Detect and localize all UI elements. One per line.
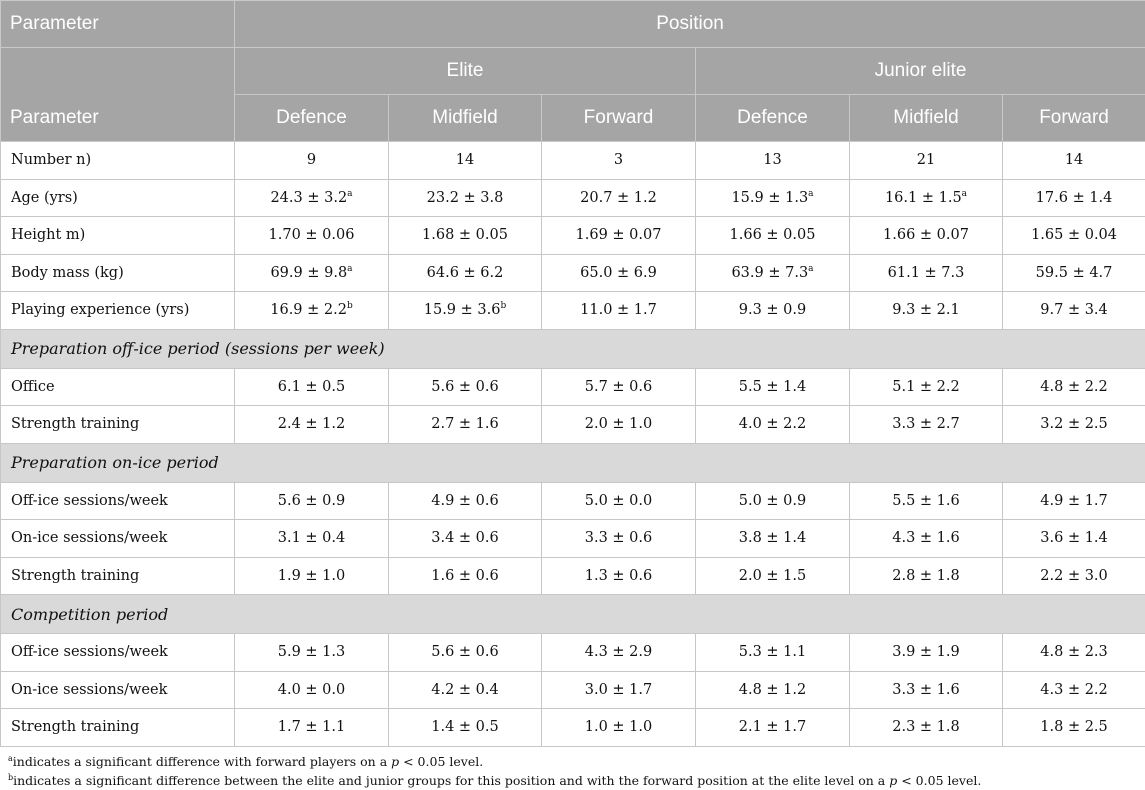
cell-value: 5.5 ± 1.4 bbox=[738, 378, 807, 395]
cell-value: 3.8 ± 1.4 bbox=[738, 530, 807, 547]
parameter-header-2: Parameter bbox=[1, 48, 235, 142]
table-cell bbox=[1003, 482, 1145, 520]
cell-value: 4.0 ± 0.0 bbox=[277, 681, 346, 698]
footnote-text-end: < 0.05 level. bbox=[897, 773, 982, 788]
cell-value: 4.2 ± 0.4 bbox=[431, 681, 499, 698]
cell-value: 1.4 ± 0.5 bbox=[431, 719, 499, 736]
table-row bbox=[1, 634, 1145, 672]
cell-value: 16.9 ± 2.2 bbox=[270, 302, 347, 319]
table-cell bbox=[542, 520, 696, 558]
section-label: Competition period bbox=[1, 595, 1145, 634]
table-cell bbox=[235, 254, 389, 292]
column-header-elite-defence: Defence bbox=[235, 95, 389, 142]
row-label: Age (yrs) bbox=[1, 179, 235, 217]
table-row bbox=[1, 482, 1145, 520]
footnote-mark: b bbox=[8, 772, 14, 782]
cell-value: 61.1 ± 7.3 bbox=[887, 264, 965, 281]
cell-value: 1.68 ± 0.05 bbox=[422, 227, 508, 244]
table-cell bbox=[850, 217, 1003, 255]
footnote-text-end: < 0.05 level. bbox=[399, 754, 484, 769]
table-cell bbox=[542, 292, 696, 330]
cell-value: 3.0 ± 1.7 bbox=[584, 681, 653, 698]
table-cell bbox=[235, 671, 389, 709]
position-header: Position bbox=[235, 1, 1145, 48]
table-cell bbox=[389, 557, 542, 595]
table-cell bbox=[235, 520, 389, 558]
table-cell bbox=[542, 482, 696, 520]
cell-value: 14 bbox=[1064, 152, 1084, 169]
row-label: Playing experience (yrs) bbox=[1, 292, 235, 330]
section-row bbox=[1, 595, 1145, 634]
table-cell bbox=[235, 709, 389, 747]
cell-value: 1.6 ± 0.6 bbox=[431, 567, 499, 584]
table-cell bbox=[389, 292, 542, 330]
cell-value: 4.3 ± 2.9 bbox=[584, 644, 653, 661]
table-cell bbox=[696, 179, 850, 217]
cell-value: 4.9 ± 1.7 bbox=[1040, 492, 1108, 509]
parameter-header: Parameter bbox=[1, 1, 235, 48]
table-cell bbox=[1003, 179, 1145, 217]
table-cell bbox=[542, 671, 696, 709]
table-cell bbox=[1003, 709, 1145, 747]
header-row-1 bbox=[1, 1, 1145, 48]
table-cell bbox=[850, 671, 1003, 709]
cell-value: 1.0 ± 1.0 bbox=[584, 719, 653, 736]
cell-value: 6.1 ± 0.5 bbox=[277, 378, 346, 395]
row-label: Off-ice sessions/week bbox=[1, 634, 235, 672]
column-header-junior-midfield: Midfield bbox=[850, 95, 1003, 142]
row-label: On-ice sessions/week bbox=[1, 520, 235, 558]
cell-value: 1.70 ± 0.06 bbox=[268, 227, 355, 244]
table-cell bbox=[1003, 254, 1145, 292]
table-cell bbox=[850, 709, 1003, 747]
footnotes bbox=[8, 752, 981, 790]
significance-mark: b bbox=[346, 301, 353, 312]
table-cell bbox=[235, 292, 389, 330]
cell-value: 16.1 ± 1.5 bbox=[884, 189, 962, 206]
table-cell bbox=[389, 368, 542, 406]
cell-value: 63.9 ± 7.3 bbox=[731, 264, 809, 281]
cell-value: 5.0 ± 0.0 bbox=[584, 492, 653, 509]
cell-value: 1.3 ± 0.6 bbox=[584, 567, 653, 584]
significance-mark: a bbox=[961, 188, 968, 199]
elite-group-header: Elite bbox=[235, 48, 696, 95]
table-header bbox=[1, 1, 1145, 142]
cell-value: 4.3 ± 1.6 bbox=[892, 530, 960, 547]
table-cell bbox=[850, 292, 1003, 330]
table-cell bbox=[235, 179, 389, 217]
table-cell bbox=[235, 634, 389, 672]
table-cell bbox=[696, 634, 850, 672]
significance-mark: a bbox=[347, 188, 353, 199]
table-cell bbox=[850, 406, 1003, 444]
table-cell bbox=[389, 406, 542, 444]
table-row bbox=[1, 217, 1145, 255]
cell-value: 21 bbox=[916, 152, 936, 169]
row-label: Strength training bbox=[1, 709, 235, 747]
cell-value: 13 bbox=[763, 152, 782, 169]
cell-value: 1.9 ± 1.0 bbox=[277, 567, 346, 584]
cell-value: 15.9 ± 1.3 bbox=[731, 189, 809, 206]
cell-value: 2.0 ± 1.5 bbox=[738, 567, 807, 584]
table-cell bbox=[389, 709, 542, 747]
significance-mark: a bbox=[347, 263, 353, 274]
table-cell bbox=[696, 292, 850, 330]
table-cell bbox=[389, 634, 542, 672]
table-cell bbox=[850, 557, 1003, 595]
footnote-p: p bbox=[391, 754, 400, 769]
cell-value: 20.7 ± 1.2 bbox=[580, 189, 657, 206]
footnote-mark: a bbox=[8, 753, 13, 763]
cell-value: 1.69 ± 0.07 bbox=[575, 227, 662, 244]
table-cell bbox=[1003, 142, 1145, 180]
table-row bbox=[1, 179, 1145, 217]
cell-value: 5.6 ± 0.9 bbox=[277, 492, 346, 509]
table-cell bbox=[1003, 671, 1145, 709]
table-cell bbox=[850, 520, 1003, 558]
cell-value: 3.3 ± 0.6 bbox=[584, 530, 653, 547]
cell-value: 3.4 ± 0.6 bbox=[431, 530, 499, 547]
footnote-text: indicates a significant difference between the elite and junior groups for this position and with the forward position at the elite level on a bbox=[13, 773, 890, 788]
row-label: Height m) bbox=[1, 217, 235, 255]
table-body bbox=[1, 142, 1145, 747]
cell-value: 3.6 ± 1.4 bbox=[1040, 530, 1108, 547]
table-row bbox=[1, 406, 1145, 444]
table-cell bbox=[850, 254, 1003, 292]
table-cell bbox=[1003, 520, 1145, 558]
cell-value: 14 bbox=[455, 152, 475, 169]
cell-value: 9.3 ± 0.9 bbox=[738, 302, 807, 319]
table-cell bbox=[235, 142, 389, 180]
table-cell bbox=[542, 406, 696, 444]
table-cell bbox=[696, 482, 850, 520]
table-cell bbox=[696, 709, 850, 747]
cell-value: 17.6 ± 1.4 bbox=[1035, 189, 1113, 206]
cell-value: 3.3 ± 2.7 bbox=[892, 416, 960, 433]
section-row bbox=[1, 443, 1145, 482]
significance-mark: b bbox=[500, 301, 507, 312]
cell-value: 4.9 ± 0.6 bbox=[431, 492, 499, 509]
table-row bbox=[1, 254, 1145, 292]
table-cell bbox=[696, 406, 850, 444]
cell-value: 11.0 ± 1.7 bbox=[580, 302, 657, 319]
cell-value: 5.7 ± 0.6 bbox=[584, 378, 653, 395]
junior-elite-group-header: Junior elite bbox=[696, 48, 1145, 95]
cell-value: 1.66 ± 0.07 bbox=[883, 227, 969, 244]
table-cell bbox=[696, 520, 850, 558]
table-cell bbox=[389, 482, 542, 520]
cell-value: 65.0 ± 6.9 bbox=[580, 264, 657, 281]
cell-value: 2.0 ± 1.0 bbox=[584, 416, 653, 433]
cell-value: 2.8 ± 1.8 bbox=[892, 567, 960, 584]
cell-value: 2.2 ± 3.0 bbox=[1040, 567, 1108, 584]
table-cell bbox=[235, 482, 389, 520]
cell-value: 59.5 ± 4.7 bbox=[1035, 264, 1113, 281]
section-row bbox=[1, 329, 1145, 368]
table-cell bbox=[1003, 292, 1145, 330]
table-cell bbox=[1003, 406, 1145, 444]
table-cell bbox=[542, 254, 696, 292]
table-cell bbox=[850, 179, 1003, 217]
table-cell bbox=[235, 406, 389, 444]
table-cell bbox=[389, 254, 542, 292]
cell-value: 3.3 ± 1.6 bbox=[892, 681, 960, 698]
cell-value: 1.8 ± 2.5 bbox=[1040, 719, 1108, 736]
row-label: Office bbox=[1, 368, 235, 406]
cell-value: 1.66 ± 0.05 bbox=[729, 227, 816, 244]
table-cell bbox=[696, 671, 850, 709]
table-cell bbox=[389, 179, 542, 217]
cell-value: 3 bbox=[613, 152, 624, 169]
column-header-junior-defence: Defence bbox=[696, 95, 850, 142]
cell-value: 5.5 ± 1.6 bbox=[892, 492, 960, 509]
cell-value: 5.9 ± 1.3 bbox=[277, 644, 346, 661]
cell-value: 4.8 ± 2.2 bbox=[1040, 378, 1108, 395]
cell-value: 2.3 ± 1.8 bbox=[892, 719, 960, 736]
cell-value: 5.6 ± 0.6 bbox=[431, 644, 499, 661]
table-cell bbox=[696, 557, 850, 595]
cell-value: 4.0 ± 2.2 bbox=[738, 416, 807, 433]
table-cell bbox=[696, 254, 850, 292]
table-cell bbox=[850, 634, 1003, 672]
cell-value: 3.9 ± 1.9 bbox=[892, 644, 960, 661]
cell-value: 9.7 ± 3.4 bbox=[1040, 302, 1108, 319]
cell-value: 5.1 ± 2.2 bbox=[892, 378, 960, 395]
footnote-b bbox=[8, 771, 981, 790]
row-label: Strength training bbox=[1, 557, 235, 595]
table-cell bbox=[542, 709, 696, 747]
table-cell bbox=[389, 142, 542, 180]
cell-value: 2.1 ± 1.7 bbox=[738, 719, 807, 736]
table-cell bbox=[389, 217, 542, 255]
table-row bbox=[1, 292, 1145, 330]
table-cell bbox=[542, 142, 696, 180]
table-row bbox=[1, 671, 1145, 709]
cell-value: 5.3 ± 1.1 bbox=[738, 644, 807, 661]
table-cell bbox=[542, 217, 696, 255]
row-label: On-ice sessions/week bbox=[1, 671, 235, 709]
table-cell bbox=[542, 368, 696, 406]
table-cell bbox=[1003, 217, 1145, 255]
cell-value: 2.7 ± 1.6 bbox=[431, 416, 499, 433]
table-row bbox=[1, 520, 1145, 558]
table-cell bbox=[1003, 368, 1145, 406]
table-cell bbox=[696, 142, 850, 180]
table-cell bbox=[235, 217, 389, 255]
table-row bbox=[1, 142, 1145, 180]
cell-value: 4.3 ± 2.2 bbox=[1040, 681, 1108, 698]
table-cell bbox=[850, 368, 1003, 406]
cell-value: 9.3 ± 2.1 bbox=[892, 302, 960, 319]
table-cell bbox=[542, 179, 696, 217]
table-cell bbox=[696, 368, 850, 406]
cell-value: 64.6 ± 6.2 bbox=[426, 264, 504, 281]
table-cell bbox=[1003, 634, 1145, 672]
cell-value: 15.9 ± 3.6 bbox=[423, 302, 501, 319]
table-row bbox=[1, 368, 1145, 406]
column-header-elite-forward: Forward bbox=[542, 95, 696, 142]
cell-value: 4.8 ± 2.3 bbox=[1040, 644, 1108, 661]
table-row bbox=[1, 557, 1145, 595]
table-cell bbox=[542, 557, 696, 595]
footnote-text: indicates a significant difference with forward players on a bbox=[12, 754, 392, 769]
column-header-elite-midfield: Midfield bbox=[389, 95, 542, 142]
table-cell bbox=[389, 520, 542, 558]
cell-value: 2.4 ± 1.2 bbox=[277, 416, 346, 433]
cell-value: 5.0 ± 0.9 bbox=[738, 492, 807, 509]
table-cell bbox=[1003, 557, 1145, 595]
significance-mark: a bbox=[808, 188, 814, 199]
cell-value: 1.7 ± 1.1 bbox=[277, 719, 346, 736]
row-label: Off-ice sessions/week bbox=[1, 482, 235, 520]
table-row bbox=[1, 709, 1145, 747]
row-label: Strength training bbox=[1, 406, 235, 444]
header-row-2 bbox=[1, 48, 1145, 95]
cell-value: 69.9 ± 9.8 bbox=[270, 264, 348, 281]
section-label: Preparation on-ice period bbox=[1, 443, 1145, 482]
table-cell bbox=[235, 368, 389, 406]
table-cell bbox=[389, 671, 542, 709]
row-label: Body mass (kg) bbox=[1, 254, 235, 292]
significance-mark: a bbox=[808, 263, 814, 274]
cell-value: 4.8 ± 1.2 bbox=[738, 681, 807, 698]
cell-value: 24.3 ± 3.2 bbox=[270, 189, 348, 206]
footnote-p: p bbox=[889, 773, 898, 788]
cell-value: 1.65 ± 0.04 bbox=[1031, 227, 1118, 244]
cell-value: 23.2 ± 3.8 bbox=[426, 189, 504, 206]
row-label: Number n) bbox=[1, 142, 235, 180]
section-label: Preparation off-ice period (sessions per week) bbox=[1, 329, 1145, 368]
cell-value: 5.6 ± 0.6 bbox=[431, 378, 499, 395]
table-cell bbox=[850, 142, 1003, 180]
table-cell bbox=[542, 634, 696, 672]
table-cell bbox=[696, 217, 850, 255]
table-cell bbox=[235, 557, 389, 595]
column-header-junior-forward: Forward bbox=[1003, 95, 1145, 142]
cell-value: 9 bbox=[306, 152, 317, 169]
footnote-a bbox=[8, 752, 981, 771]
table-cell bbox=[850, 482, 1003, 520]
cell-value: 3.1 ± 0.4 bbox=[277, 530, 346, 547]
cell-value: 3.2 ± 2.5 bbox=[1040, 416, 1108, 433]
